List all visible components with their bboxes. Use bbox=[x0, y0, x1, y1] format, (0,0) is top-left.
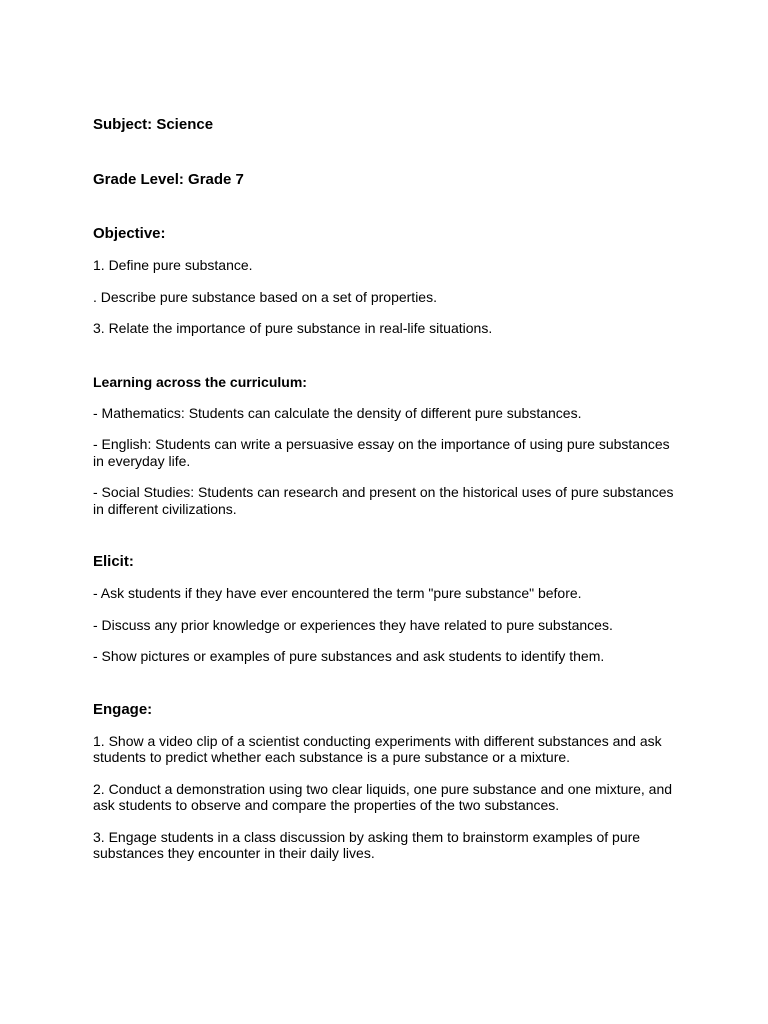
elicit-item-3: - Show pictures or examples of pure substances and ask students to identify them. bbox=[93, 648, 605, 664]
objective-item-2: . Describe pure substance based on a set of properties. bbox=[93, 288, 437, 305]
engage-item-3: 3. Engage students in a class discussion by asking them to brainstorm examples of pure substances they encounter in their daily lives. bbox=[93, 828, 641, 861]
engage-item-1: 1. Show a video clip of a scientist conducting experiments with different substances and ask students to predict whether each substance is a pure substance or a mixture. bbox=[93, 732, 662, 765]
document-content bbox=[93, 116, 683, 862]
elicit-item-1: - Ask students if they have ever encountered the term "pure substance" before. bbox=[93, 585, 582, 601]
objective-item-3: 3. Relate the importance of pure substance in real-life situations. bbox=[93, 320, 493, 336]
curriculum-item-social-studies: - Social Studies: Students can research and present on the historical uses of pure substances in different civilizations. bbox=[93, 484, 674, 517]
objective-heading: Objective: bbox=[93, 225, 166, 242]
engage-item-2: 2. Conduct a demonstration using two clear liquids, one pure substance and one mixture, and ask students to observe and compare the properties of the two substances. bbox=[93, 780, 673, 813]
elicit-heading: Elicit: bbox=[93, 553, 134, 570]
subject-heading: Subject: Science bbox=[93, 116, 214, 133]
objective-item-1: 1. Define pure substance. bbox=[93, 257, 253, 273]
elicit-item-2: - Discuss any prior knowledge or experiences they have related to pure substances. bbox=[93, 616, 613, 633]
curriculum-item-english: - English: Students can write a persuasive essay on the importance of using pure substances in everyday life. bbox=[93, 436, 670, 469]
curriculum-item-mathematics: - Mathematics: Students can calculate the density of different pure substances. bbox=[93, 404, 582, 421]
engage-heading: Engage: bbox=[93, 700, 153, 718]
curriculum-heading: Learning across the curriculum: bbox=[93, 373, 307, 390]
grade-level-heading: Grade Level: Grade 7 bbox=[93, 171, 244, 188]
